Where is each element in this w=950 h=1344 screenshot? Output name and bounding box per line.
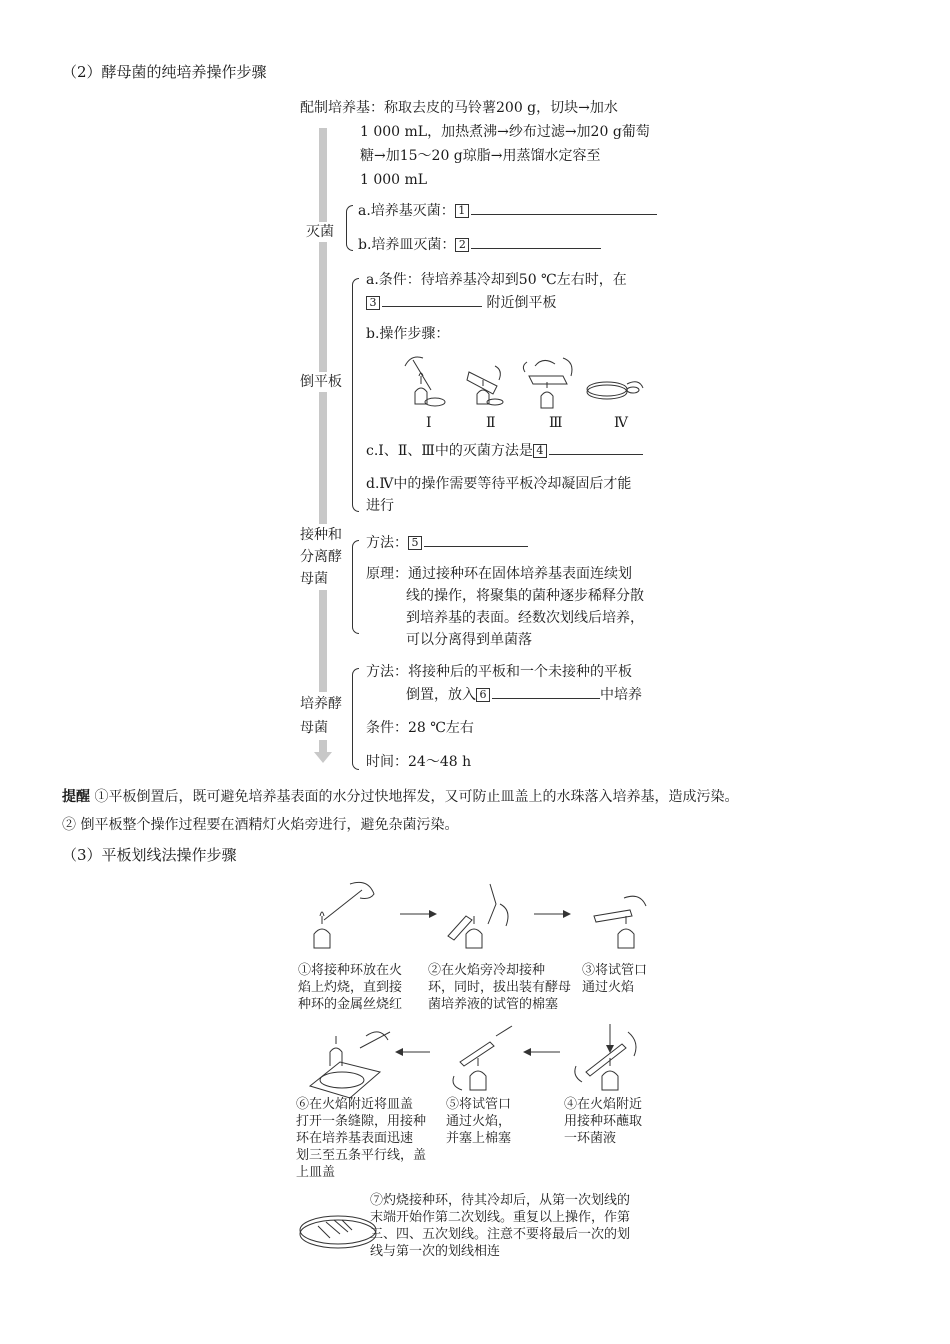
- pour-a-line-2: 3 附近倒平板: [366, 292, 556, 313]
- step-7-figure: [300, 1216, 376, 1248]
- culture-time: 时间：24～48 h: [366, 754, 472, 770]
- blank-number-5: 5: [408, 536, 422, 550]
- step-3-figure: [594, 896, 646, 948]
- section3-title: （3）平板划线法操作步骤: [62, 846, 237, 864]
- tip-line-1: 提醒 ①平板倒置后，既可避免培养基表面的水分过快地挥发，又可防止皿盖上的水珠落入培养基，造成污染。: [62, 789, 739, 805]
- roman-IV: Ⅳ: [614, 415, 628, 431]
- streak-step-2: ②在火焰旁冷却接种 环，同时，拔出装有酵母 菌培养液的试管的棉塞: [428, 963, 572, 1012]
- roman-III: Ⅲ: [549, 415, 563, 431]
- flow-arrow-head: [314, 752, 332, 763]
- step-4-figure: [575, 1032, 636, 1090]
- step-IV-figure: [587, 382, 643, 399]
- prep-line-4: 1 000 mL: [360, 172, 428, 188]
- pour-brace: [352, 278, 359, 512]
- culture-method-line-1: 方法：将接种后的平板和一个未接种的平板: [366, 664, 632, 680]
- step-III-figure: [523, 358, 572, 408]
- step-2-figure: [448, 884, 508, 948]
- pour-plate-illustration: [395, 346, 655, 416]
- sterilize-b: b.培养皿灭菌： 2: [358, 234, 601, 255]
- blank-4: [549, 440, 643, 455]
- culture-method-line-2: 倒置，放入 6 中培养: [406, 684, 642, 705]
- pour-d-line-1: d.Ⅳ中的操作需要等待平板冷却凝固后才能: [366, 476, 632, 492]
- step-I-figure: [405, 357, 445, 406]
- principle-line-1: 原理：通过接种环在固体培养基表面连续划: [366, 566, 632, 582]
- pour-label: 倒平板: [300, 374, 342, 390]
- step-II-figure: [467, 366, 503, 405]
- principle-line-3: 到培养基的表面。经数次划线后培养，: [406, 610, 644, 626]
- principle-line-2: 线的操作，将聚集的菌种逐步稀释分散: [406, 588, 644, 604]
- inoculate-label: 接种和 分离酵 母菌: [300, 524, 342, 590]
- streak-step-6: ⑥在火焰附近将皿盖 打开一条缝隙，用接种 环在培养基表面迅速 划三至五条平行线，盖 上皿盖: [296, 1097, 427, 1180]
- roman-I: Ⅰ: [426, 415, 432, 431]
- sterilize-label: 灭菌: [306, 224, 334, 240]
- prep-line-2: 1 000 mL，加热煮沸→纱布过滤→加20 g葡萄: [360, 124, 650, 140]
- blank-number-3: 3: [366, 296, 380, 310]
- blank-number-2: 2: [455, 238, 469, 252]
- step-5-figure: [453, 1026, 512, 1090]
- blank-number-4: 4: [533, 444, 547, 458]
- culture-condition: 条件：28 ℃左右: [366, 720, 474, 736]
- roman-II: Ⅱ: [486, 415, 496, 431]
- pour-b: b.操作步骤：: [366, 326, 450, 342]
- blank-1: [471, 200, 657, 215]
- blank-6: [492, 684, 600, 699]
- streak-step-1: ①将接种环放在火 焰上灼烧，直到接 种环的金属丝烧红: [298, 963, 403, 1012]
- blank-3: [382, 292, 482, 307]
- step-1-figure: [314, 882, 374, 948]
- streak-step-3: ③将试管口 通过火焰: [582, 963, 648, 995]
- culture-label: 培养酵 母菌: [300, 692, 342, 740]
- pour-c: c.Ⅰ、Ⅱ、Ⅲ中的灭菌方法是 4: [366, 440, 643, 461]
- tip-label: 提醒: [62, 789, 90, 805]
- blank-number-6: 6: [476, 688, 490, 702]
- pour-a-line-1: a.条件：待培养基冷却到50 ℃左右时，在: [366, 272, 627, 288]
- principle-line-4: 可以分离得到单菌落: [406, 632, 532, 648]
- blank-number-1: 1: [455, 204, 469, 218]
- blank-2: [471, 234, 601, 249]
- blank-5: [424, 532, 528, 547]
- section2-title: （2）酵母菌的纯培养操作步骤: [62, 63, 267, 81]
- pour-d-line-2: 进行: [366, 498, 394, 514]
- prep-line-1: 配制培养基：称取去皮的马铃薯200 g，切块→加水: [300, 100, 618, 116]
- inoculate-brace: [352, 540, 359, 634]
- streak-step-4: ④在火焰附近 用接种环蘸取 一环菌液: [564, 1097, 643, 1146]
- sterilize-a: a.培养基灭菌： 1: [358, 200, 657, 221]
- streak-step-7: ⑦灼烧接种环，待其冷却后，从第一次划线的 末端开始作第二次划线。重复以上操作，作第 三、四、五次划线。注意不要将最后一次的划 线与第一次的划线相连: [370, 1193, 631, 1259]
- streak-step-5: ⑤将试管口 通过火焰， 并塞上棉塞: [446, 1097, 512, 1146]
- sterilize-brace: [346, 205, 353, 251]
- step-6-figure: [310, 1032, 390, 1098]
- inoculate-method: 方法： 5: [366, 532, 528, 553]
- culture-brace: [352, 668, 359, 770]
- prep-line-3: 糖→加15～20 g琼脂→用蒸馏水定容至: [360, 148, 601, 164]
- tip-line-2: ② 倒平板整个操作过程要在酒精灯火焰旁进行，避免杂菌污染。: [62, 817, 459, 833]
